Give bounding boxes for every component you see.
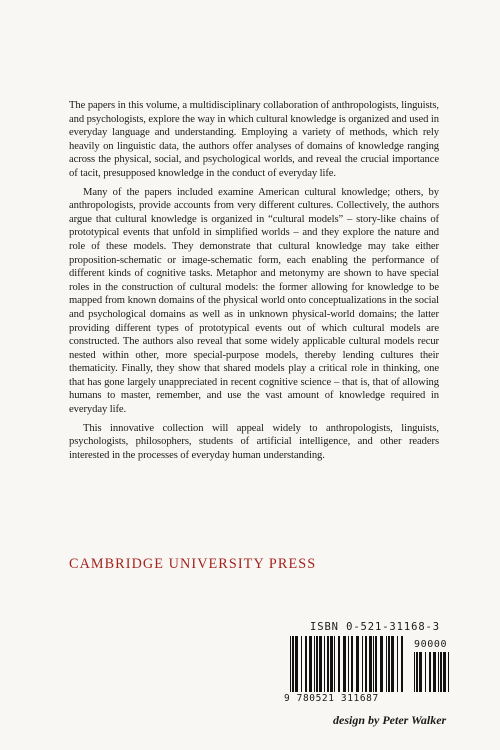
barcode-bar <box>351 636 353 692</box>
barcode-bar <box>373 636 374 692</box>
barcode-bar <box>348 636 349 692</box>
barcode-bar <box>301 636 302 692</box>
blurb-paragraph-2: Many of the papers included examine American cultural knowledge; others, by anthropologists, provide accounts from very different cultures. Collectively, the authors argue that cultural knowledge is organized in “cultural models” – story-like chains of prototypical events that unfold in simplified worlds – and they explore the nature and role of these models. They demonstrate that cultural knowledge may take either proposition-schematic or image-schematic form, each enabling the performance of different kinds of cognitive tasks. Metaphor and metonymy are shown to have special roles in the construction of cultural models: the former allowing for knowledge to be mapped from known domains of the physical world onto conceptualizations in the social and psychological domains as well as in unknown physical-world domains; the latter providing different types of prototypical events out of which cultural models are constructed. The authors also reveal that some widely applicable cultural models recur nested within other, more special-purpose models, thereby lending cultures their thematicity. Finally, they show that shared models play a critical role in thinking, one that has gone largely unappreciated in recent cognitive science – that is, that of allowing humans to master, remember, and use the vast amount of knowledge required in everyday life. <box>69 186 439 416</box>
barcode-bar <box>397 636 398 692</box>
barcode-bar <box>305 636 307 692</box>
isbn-label: ISBN 0-521-31168-3 <box>310 621 440 633</box>
barcode-bar <box>365 636 367 692</box>
barcode-bar <box>334 636 335 692</box>
blurb-paragraph-3: This innovative collection will appeal widely to anthropologists, linguists, psychologists, philosophers, students of artificial intelligence, and other readers interested in the processes of everyday human understanding. <box>69 422 439 461</box>
barcode-bar <box>330 636 333 692</box>
barcode-bar <box>338 636 340 692</box>
barcode-block <box>284 620 454 710</box>
barcode-bar <box>429 652 431 692</box>
barcode-bar <box>438 652 439 692</box>
barcode-bar <box>309 636 312 692</box>
barcode-bar <box>448 652 449 692</box>
publisher-name: CAMBRIDGE UNIVERSITY PRESS <box>69 556 317 572</box>
barcode-bar <box>419 652 422 692</box>
ean-digits: 9 780521 311687 <box>284 693 379 704</box>
design-credit: design by Peter Walker <box>333 713 447 727</box>
barcode-bar <box>316 636 318 692</box>
barcode-bar <box>369 636 372 692</box>
barcode-bar <box>380 636 383 692</box>
barcode-bar <box>443 652 446 692</box>
barcode-bar <box>391 636 394 692</box>
barcode-bar <box>314 636 315 692</box>
barcode-bar <box>327 636 329 692</box>
barcode-bar <box>401 636 403 692</box>
barcode-bar <box>414 652 415 692</box>
barcode-bar <box>425 652 426 692</box>
barcode-bar <box>386 636 387 692</box>
barcode-bar <box>319 636 322 692</box>
barcode-bar <box>356 636 359 692</box>
blurb-paragraph-1: The papers in this volume, a multidisciplinary collaboration of anthropologists, linguists, and psychologists, explore the way in which cultural knowledge is organized and used in everyday language and understanding. Employing a variety of methods, which rely heavily on linguistic data, the authors offer analyses of domains of knowledge ranging across the physical, social, and psychological worlds, and reveal the crucial importance of tacit, presupposed knowledge in the conduct of everyday life. <box>69 100 440 179</box>
barcode-bar <box>375 636 377 692</box>
barcode-bar <box>362 636 363 692</box>
barcode-bar <box>295 636 298 692</box>
barcode-bar <box>440 652 442 692</box>
barcode-bar <box>292 636 294 692</box>
barcode-bar <box>416 652 418 692</box>
barcode-bar <box>290 636 291 692</box>
barcode-bar <box>324 636 325 692</box>
barcode-bar <box>343 636 346 692</box>
blurb-text <box>69 99 439 467</box>
price-code: 90000 <box>414 639 448 650</box>
barcode-bar <box>388 636 390 692</box>
barcode-bar <box>433 652 436 692</box>
